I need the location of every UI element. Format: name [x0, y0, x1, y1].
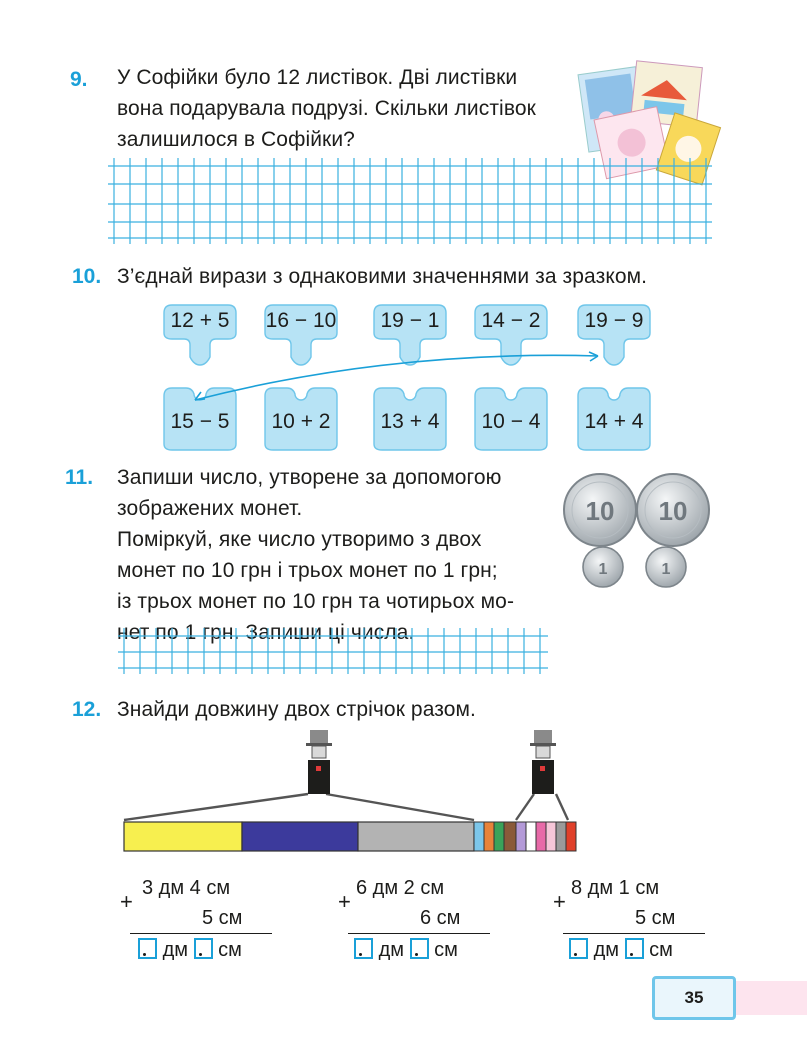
coin-1-icon: [583, 547, 623, 587]
coin-10-icon: [564, 474, 636, 546]
addend-1: 6 дм 2 см: [356, 877, 445, 899]
unit-dm: дм: [593, 939, 619, 961]
unit-cm: см: [218, 939, 242, 961]
plus-sign: +: [553, 889, 566, 914]
answer-box-cm[interactable]: [194, 938, 213, 959]
sum-line: [130, 933, 272, 934]
tile-label: 16 − 10: [265, 309, 337, 332]
sum-line: [563, 933, 705, 934]
tile-label: 10 − 4: [481, 410, 541, 433]
answer-box-dm[interactable]: [354, 938, 373, 959]
tile-label: 10 + 2: [271, 410, 331, 433]
ribbons-illustration: [120, 730, 580, 854]
unit-cm: см: [649, 939, 673, 961]
answer-box-cm[interactable]: [410, 938, 429, 959]
task-10-text: З’єднай вирази з однаковими значеннями за зразком.: [117, 265, 648, 288]
answer-row: [354, 935, 458, 965]
task-11-line: монет по 10 грн і трьох монет по 1 грн;: [117, 559, 498, 582]
task-11-line: зображених монет.: [117, 497, 303, 520]
coin-1-value: 1: [661, 561, 671, 578]
addend-2: 5 см: [635, 907, 676, 929]
unit-dm: дм: [378, 939, 404, 961]
tile-label: 12 + 5: [170, 309, 230, 332]
tile-label: 19 − 1: [380, 309, 440, 332]
task-11-text: [117, 462, 514, 648]
task-12-text: Знайди довжину двох стрічок разом.: [117, 698, 476, 721]
task-number-11: 11.: [65, 466, 94, 489]
answer-grid-9: [108, 158, 712, 244]
task-number-9: 9.: [70, 68, 88, 91]
addend-2: 6 см: [420, 907, 461, 929]
addend-1: 3 дм 4 см: [142, 877, 231, 899]
addend-2: 5 см: [202, 907, 243, 929]
tile-label: 14 + 4: [584, 410, 644, 433]
answer-box-cm[interactable]: [625, 938, 644, 959]
task-number-10: 10.: [72, 265, 102, 288]
page-number: 35: [684, 988, 704, 1007]
coins-illustration: [560, 470, 720, 600]
tile-label: 15 − 5: [170, 410, 230, 433]
measuring-figure-icon: [530, 730, 556, 794]
coin-1-icon: [646, 547, 686, 587]
measuring-figure-icon: [306, 730, 332, 794]
task-9-text: [117, 62, 536, 155]
task-9-line: залишилося в Софійки?: [117, 128, 355, 151]
tile-label: 13 + 4: [380, 410, 440, 433]
coin-10-icon: [637, 474, 709, 546]
example-connection-arrow: [180, 348, 610, 408]
task-11-line: Поміркуй, яке число утворимо з двох: [117, 528, 482, 551]
coin-10-value: 10: [658, 496, 688, 526]
answer-box-dm[interactable]: [569, 938, 588, 959]
plus-sign: +: [120, 889, 133, 914]
task-9-line: вона подарувала подрузі. Скільки листівок: [117, 97, 536, 120]
coin-10-value: 10: [585, 496, 615, 526]
unit-cm: см: [434, 939, 458, 961]
task-number-12: 12.: [72, 698, 102, 721]
unit-dm: дм: [162, 939, 188, 961]
task-11-line: із трьох монет по 10 грн та чотирьох мо-: [117, 590, 515, 613]
answer-row: [569, 935, 673, 965]
plus-sign: +: [338, 889, 351, 914]
coin-1-value: 1: [598, 561, 608, 578]
answer-box-dm[interactable]: [138, 938, 157, 959]
task-11-line: Запиши число, утворене за допомогою: [117, 466, 502, 489]
page-number-strip: [735, 981, 807, 1015]
task-9-line: У Софійки було 12 листівок. Дві листівки: [117, 66, 518, 89]
addend-1: 8 дм 1 см: [571, 877, 660, 899]
sum-line: [348, 933, 490, 934]
tile-label: 19 − 9: [584, 309, 644, 332]
answer-row: [138, 935, 242, 965]
task-11-line: нет по 1 грн. Запиши ці числа.: [117, 621, 415, 644]
tile-label: 14 − 2: [481, 309, 541, 332]
answer-grid-11: [118, 628, 548, 674]
